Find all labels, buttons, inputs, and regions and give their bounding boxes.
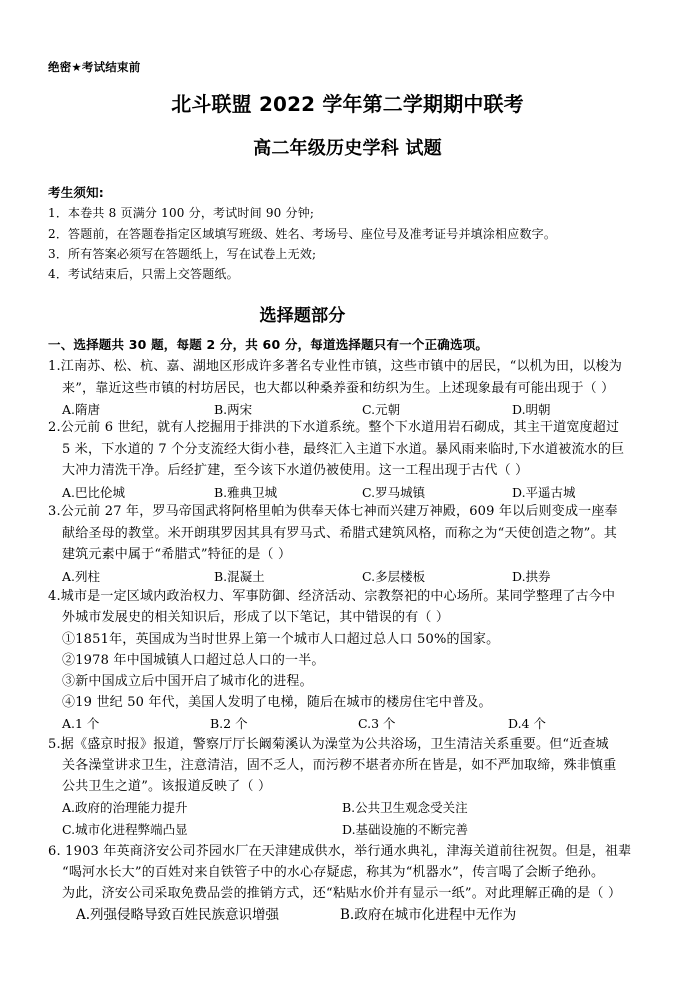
option-b: B.混凝土	[214, 569, 265, 584]
statement-3: ③新中国成立后中国开启了城市化的进程。	[62, 674, 313, 689]
confidential-mark: 绝密★考试结束前	[48, 60, 141, 74]
option-a: A.隋唐	[62, 402, 101, 417]
option-c: C.城市化进程弊端凸显	[62, 822, 188, 837]
question-text: 为此，济安公司采取免费品尝的推销方式，还“粘贴水价并有显示一纸”。对此理解正确的是（ ）	[62, 886, 622, 901]
note-item: 3．所有答案必须写在答题纸上，写在试卷上无效;	[48, 247, 317, 261]
option-a: A.巴比伦城	[62, 485, 126, 500]
question-text: 2.公元前 6 世纪，就有人挖掘用于排洪的下水道系统。整个下水道用岩石砌成，其主干道宽度超过	[48, 420, 620, 435]
question-text: “喝河水长大”的百姓对来自铁管子中的水心存疑虑，称其为“机器水”，传言喝了会断子绝孙。	[62, 865, 605, 880]
question-text: 5 米，下水道的 7 个分支流经大街小巷，最终汇入主道下水道。暴风雨来临时,下水道被流水的巨	[62, 442, 625, 457]
option-d: D.拱券	[512, 569, 551, 584]
notes-heading: 考生须知:	[48, 185, 104, 200]
option-c: C.罗马城镇	[362, 485, 426, 500]
question-text: 1.江南苏、松、杭、嘉、湖地区形成许多著名专业性市镇，这些市镇中的居民，“以机为田，以梭为	[48, 359, 623, 374]
option-d: D.平遥古城	[512, 485, 576, 500]
note-item: 2．答题前，在答题卷指定区域填写班级、姓名、考场号、座位号及准考证号并填涂相应数字。	[48, 227, 557, 241]
option-b: B.2 个	[210, 716, 248, 731]
exam-title: 北斗联盟 2022 学年第二学期期中联考	[171, 92, 524, 116]
statement-2: ②1978 年中国城镇人口超过总人口的一半。	[62, 653, 325, 668]
note-item: 1．本卷共 8 页满分 100 分，考试时间 90 分钟;	[48, 206, 315, 220]
exam-subtitle: 高二年级历史学科 试题	[253, 138, 442, 159]
question-text: 大冲力清洗干净。后经扩建，至今该下水道仍被使用。这一工程出现于古代（ ）	[62, 463, 529, 478]
question-text: 来”，靠近这些市镇的村坊居民，也大都以种桑养蚕和纺织为生。上述现象最有可能出现于（ ）	[62, 381, 615, 396]
part-heading: 一、选择题共 30 题，每题 2 分，共 60 分，每道选择题只有一个正确选项。	[48, 337, 489, 352]
option-a: A.1 个	[62, 716, 100, 731]
option-d: D.基础设施的不断完善	[342, 822, 469, 837]
option-a: A.政府的治理能力提升	[62, 800, 188, 815]
option-a: A.列强侵略导致百姓民族意识增强	[76, 907, 280, 923]
option-b: B.两宋	[214, 402, 253, 417]
option-d: D.明朝	[512, 402, 551, 417]
question-text: 献给圣母的教堂。米开朗琪罗因其具有罗马式、希腊式建筑风格，而称之为“天使创造之物”。其	[62, 526, 617, 541]
option-c: C.元朝	[362, 402, 401, 417]
option-b: B.政府在城市化进程中无作为	[340, 907, 517, 923]
question-text: 4.城市是一定区域内政治权力、军事防御、经济活动、宗教祭祀的中心场所。某同学整理了古今中	[48, 589, 616, 604]
question-text: 建筑元素中属于“希腊式”特征的是（ ）	[62, 547, 292, 562]
section-title: 选择题部分	[259, 306, 346, 326]
option-d: D.4 个	[508, 716, 546, 731]
statement-4: ④19 世纪 50 年代，美国人发明了电梯，随后在城市的楼房住宅中普及。	[62, 695, 492, 710]
question-text: 公共卫生之道”。该报道反映了（ ）	[62, 779, 272, 794]
question-text: 关各澡堂讲求卫生，注意清洁，固不乏人，而污秽不堪者亦所在皆是，如不严加取缔，殊非慎重	[62, 758, 617, 773]
note-item: 4．考试结束后，只需上交答题纸。	[48, 267, 239, 281]
option-b: B.公共卫生观念受关注	[342, 800, 468, 815]
option-b: B.雅典卫城	[214, 485, 278, 500]
statement-1: ①1851年，英国成为当时世界上第一个城市人口超过总人口 50%的国家。	[62, 632, 500, 647]
question-text: 外城市发展史的相关知识后，形成了以下笔记，其中错误的有（ ）	[62, 610, 450, 625]
option-c: C.3 个	[358, 716, 396, 731]
question-text: 3.公元前 27 年，罗马帝国武将阿格里帕为供奉天体七神而兴建万神殿，609 年以后则变成一座奉	[48, 504, 618, 519]
option-c: C.多层楼板	[362, 569, 426, 584]
question-text: 6. 1903 年英商济安公司芥园水厂在天津建成供水，举行通水典礼，津海关道前往祝贺。但是，祖辈	[48, 844, 632, 859]
option-a: A.列柱	[62, 569, 101, 584]
question-text: 5.据《盛京时报》报道，警察厅厅长阚菊溪认为澡堂为公共浴场，卫生清洁关系重要。但“近查城	[48, 737, 609, 752]
